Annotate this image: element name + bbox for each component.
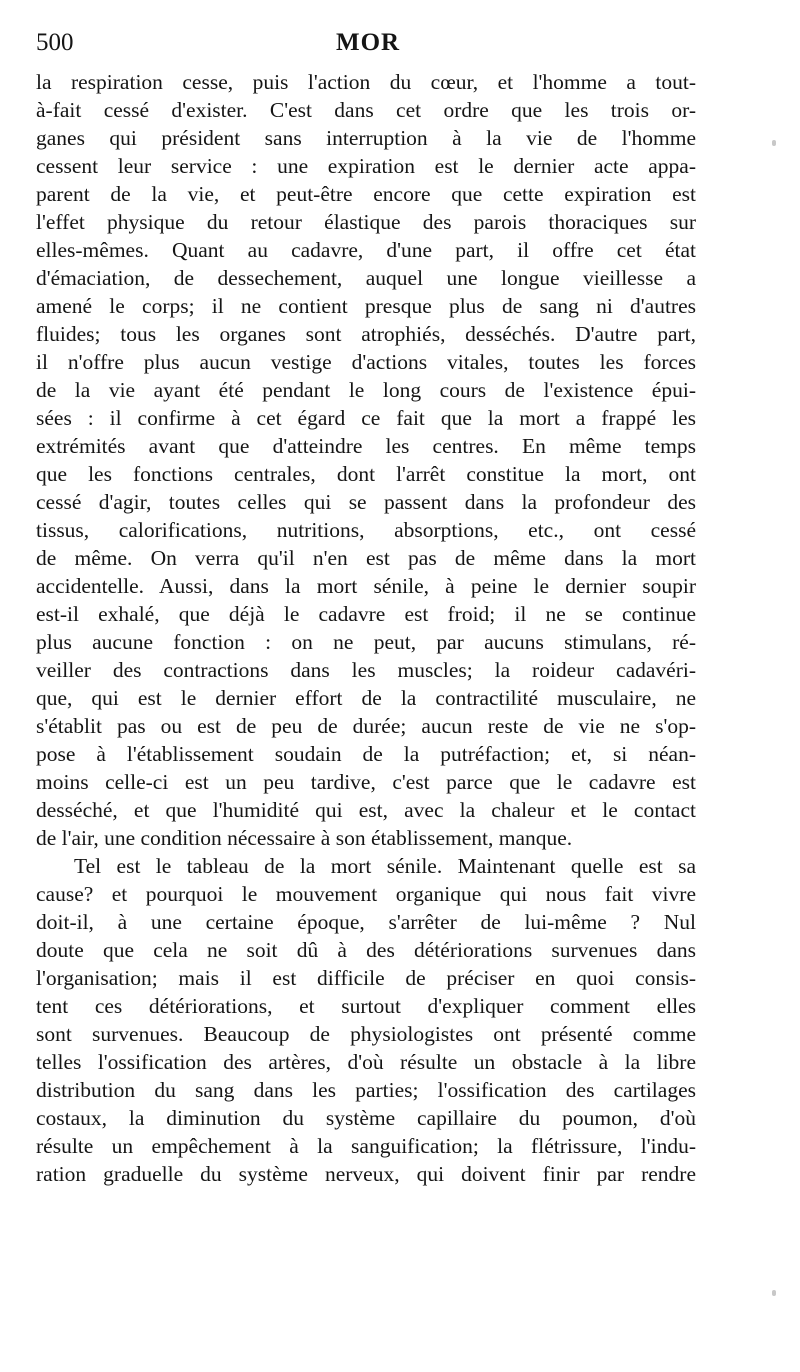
- text-line: cessé d'agir, toutes celles qui se passent dans la profondeur des: [36, 490, 696, 514]
- text-line: l'organisation; mais il est difficile de préciser en quoi consis-: [36, 966, 696, 990]
- text-line: que les fonctions centrales, dont l'arrêt constitue la mort, ont: [36, 462, 696, 486]
- margin-speck: [772, 140, 776, 146]
- text-line: extrémités avant que d'atteindre les centres. En même temps: [36, 434, 696, 458]
- text-line: distribution du sang dans les parties; l'ossification des cartilages: [36, 1078, 696, 1102]
- text-line: telles l'ossification des artères, d'où résulte un obstacle à la libre: [36, 1050, 696, 1074]
- text-line: elles-mêmes. Quant au cadavre, d'une part, il offre cet état: [36, 238, 696, 262]
- text-line: fluides; tous les organes sont atrophiés, desséchés. D'autre part,: [36, 322, 696, 346]
- text-line: tissus, calorifications, nutritions, absorptions, etc., ont cessé: [36, 518, 696, 542]
- text-line: résulte un empêchement à la sanguification; la flétrissure, l'indu-: [36, 1134, 696, 1158]
- text-line: plus aucune fonction : on ne peut, par aucuns stimulans, ré-: [36, 630, 696, 654]
- text-line: veiller des contractions dans les muscles; la roideur cadavéri-: [36, 658, 696, 682]
- text-line: la respiration cesse, puis l'action du cœur, et l'homme a tout-: [36, 70, 696, 94]
- running-title: MOR: [336, 29, 401, 56]
- text-line: doit-il, à une certaine époque, s'arrêter de lui-même ? Nul: [36, 910, 696, 934]
- text-line: ration graduelle du système nerveux, qui doivent finir par rendre: [36, 1162, 696, 1186]
- running-head: [36, 26, 708, 60]
- text-line: est-il exhalé, que déjà le cadavre est froid; il ne se continue: [36, 602, 696, 626]
- page-number: 500: [36, 29, 74, 56]
- text-line: desséché, et que l'humidité qui est, avec la chaleur et le contact: [36, 798, 696, 822]
- margin-speck: [772, 1290, 776, 1296]
- text-line: s'établit pas ou est de peu de durée; aucun reste de vie ne s'op-: [36, 714, 696, 738]
- text-line: accidentelle. Aussi, dans la mort sénile, à peine le dernier soupir: [36, 574, 696, 598]
- text-line: d'émaciation, de dessechement, auquel une longue vieillesse a: [36, 266, 696, 290]
- text-line: à-fait cessé d'exister. C'est dans cet ordre que les trois or-: [36, 98, 696, 122]
- text-line: de même. On verra qu'il n'en est pas de même dans la mort: [36, 546, 696, 570]
- text-line: costaux, la diminution du système capillaire du poumon, d'où: [36, 1106, 696, 1130]
- text-line: pose à l'établissement soudain de la putréfaction; et, si néan-: [36, 742, 696, 766]
- text-line: de la vie ayant été pendant le long cours de l'existence épui-: [36, 378, 696, 402]
- text-line: ganes qui président sans interruption à la vie de l'homme: [36, 126, 696, 150]
- text-line: sées : il confirme à cet égard ce fait que la mort a frappé les: [36, 406, 696, 430]
- text-line: parent de la vie, et peut-être encore que cette expiration est: [36, 182, 696, 206]
- text-line: de l'air, une condition nécessaire à son établissement, manque.: [36, 826, 573, 850]
- body-text: [36, 68, 696, 1188]
- text-line: il n'offre plus aucun vestige d'actions vitales, toutes les forces: [36, 350, 696, 374]
- text-line: Tel est le tableau de la mort sénile. Maintenant quelle est sa: [74, 854, 696, 878]
- text-line: moins celle-ci est un peu tardive, c'est parce que le cadavre est: [36, 770, 696, 794]
- text-line: amené le corps; il ne contient presque plus de sang ni d'autres: [36, 294, 696, 318]
- text-line: cessent leur service : une expiration est le dernier acte appa-: [36, 154, 696, 178]
- text-line: que, qui est le dernier effort de la contractilité musculaire, ne: [36, 686, 696, 710]
- paragraph-1: [36, 68, 696, 852]
- text-line: tent ces détériorations, et surtout d'expliquer comment elles: [36, 994, 696, 1018]
- text-line: doute que cela ne soit dû à des détériorations survenues dans: [36, 938, 696, 962]
- text-line: cause? et pourquoi le mouvement organique qui nous fait vivre: [36, 882, 696, 906]
- text-line: sont survenues. Beaucoup de physiologistes ont présenté comme: [36, 1022, 696, 1046]
- text-line: l'effet physique du retour élastique des parois thoraciques sur: [36, 210, 696, 234]
- paragraph-2: [36, 852, 696, 1188]
